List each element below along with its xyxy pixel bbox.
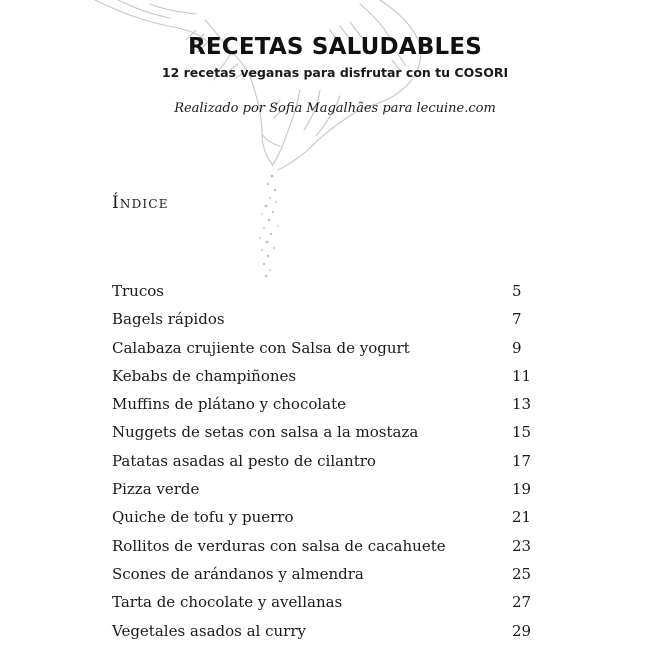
toc-entry-page: 21 (512, 508, 532, 527)
toc-entry-page: 19 (512, 480, 532, 499)
author-credit: Realizado por Sofia Magalhães para lecuine.com (174, 101, 496, 116)
toc-entry-page: 15 (512, 423, 532, 442)
toc-entry-title: Trucos (112, 282, 164, 300)
toc-entry-title: Muffins de plátano y chocolate (112, 395, 347, 414)
toc-entry-page: 29 (512, 621, 532, 640)
toc-entry-trucos (112, 278, 542, 306)
table-of-contents (112, 278, 542, 646)
toc-entry-vegetales (112, 618, 542, 646)
toc-entry-page: 13 (512, 395, 532, 414)
toc-entry-title: Calabaza crujiente con Salsa de yogurt (112, 338, 410, 357)
toc-entry-page: 23 (512, 536, 532, 555)
toc-entry-pizza (112, 476, 542, 504)
toc-entry-title: Bagels rápidos (112, 310, 225, 329)
toc-entry-page: 27 (512, 593, 532, 612)
toc-entry-tarta (112, 589, 542, 617)
toc-entry-page: 25 (512, 564, 532, 583)
toc-entry-bagels (112, 306, 542, 334)
toc-entry-page: 5 (512, 282, 522, 300)
toc-entry-rollitos (112, 533, 542, 561)
page-subtitle: 12 recetas veganas para disfrutar con tu COSORI (161, 65, 509, 80)
toc-entry-title: Tarta de chocolate y avellanas (112, 593, 343, 612)
toc-entry-title: Pizza verde (112, 480, 200, 499)
toc-entry-title: Quiche de tofu y puerro (112, 508, 294, 527)
toc-entry-muffins (112, 391, 542, 419)
toc-entry-quiche (112, 504, 542, 532)
toc-entry-page: 17 (512, 451, 532, 470)
toc-entry-page: 9 (512, 338, 522, 357)
toc-entry-title: Rollitos de verduras con salsa de cacahuete (112, 536, 446, 555)
toc-entry-title: Vegetales asados al curry (112, 621, 306, 640)
toc-entry-title: Scones de arándanos y almendra (112, 564, 364, 583)
toc-entry-title: Kebabs de champiñones (112, 366, 297, 385)
toc-entry-calabaza (112, 335, 542, 363)
index-heading: Índice (112, 193, 169, 213)
toc-entry-patatas (112, 448, 542, 476)
toc-entry-kebabs (112, 363, 542, 391)
page-title: RECETAS SALUDABLES (187, 34, 483, 60)
toc-entry-page: 7 (512, 310, 522, 329)
toc-entry-page: 11 (512, 366, 532, 385)
toc-entry-nuggets (112, 419, 542, 447)
toc-entry-scones (112, 561, 542, 589)
toc-entry-title: Patatas asadas al pesto de cilantro (112, 451, 376, 470)
toc-entry-title: Nuggets de setas con salsa a la mostaza (112, 423, 419, 442)
